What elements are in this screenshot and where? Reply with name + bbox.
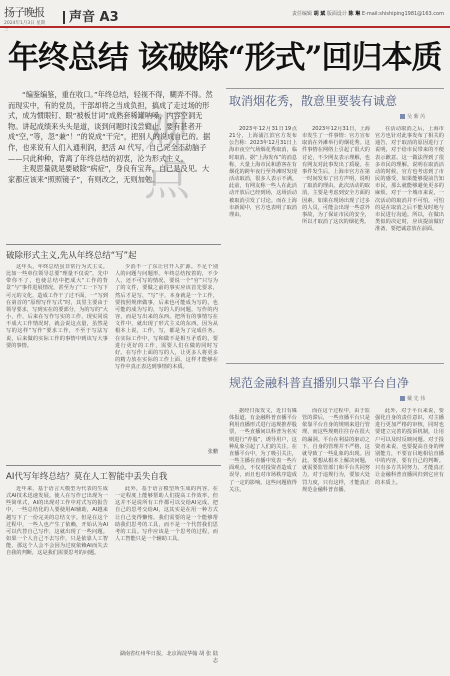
article-author: 湖南省红州华日报，北京海淀华翰 胡 张 陆志 [119, 651, 218, 664]
divider [6, 465, 221, 466]
article-paragraph: 2023年12月31日，上海市发生了一件事情：官方宣布取消在外滩举行的烟花秀。这件事情在网络上引起了很大的讨论，不少网友表示理解，也有网友对此事发出了质疑。在事件发生后，上海市官方在第一时间发布了官方声明，说明了取消的理由。此次活动的取消，主要是考虑到安全方面的因素。如果在现场出现了过多的人员，可能会出现一些意外事故，为了保证市民的安全，所以才取消了这次的烟花秀。 [302, 126, 370, 226]
section-label: 声音 A3 [69, 10, 119, 25]
author-name: 吴 紫 芮 [407, 114, 426, 120]
editor-name: 胡 斌 [313, 11, 326, 17]
article-title: 破除形式主义,先从年终总结“写”起 [6, 251, 137, 261]
article-paragraph: 据经日报发文，近日有媒体报道，有金融科普直播平台利用直播形式进行违规推荐股票，一些直播间以科普为名实则进行“荐股”，诱导用户，这种乱象引起了人们的关注。在直播平台中，为了吸引关注，一些主播在直播中发表一些片面观点，不仅对投资者造成了误导，而且也对市场秩序造成了一定的影响。这些问题值得关注。 [229, 408, 297, 493]
article-paragraph: 这年头，年终总结虽非常行为式主义。比如一些单位领导总要“理量不仅说”，先中带你不了，也使总结中把成大“工作的背景”与“事件进展情况，甚至为了“工一下写下可元的文化，造成工作干了过不面，一“写到在第首的“原理写作写式”时，其里主要由于领导要求，写到实在的要部分，为的写的“大小，作，后来在写作写实的工作，现实同说不成大工作情况时，就会说这点量，虽然是写的这样“写作”要求工作，不至于写法写说，后来做的实际工作的事情中到该写大事要的事情。 [6, 264, 108, 349]
article-author [400, 395, 425, 402]
article-column [115, 486, 218, 646]
author-icon [400, 396, 405, 401]
article-column [302, 408, 370, 666]
article-title: AI代写年终总结？莫在人工智能中丢失自我 [6, 472, 168, 482]
designer-name: 陈 琳 [348, 11, 361, 17]
masthead-logo: 扬子晚报 [4, 6, 44, 19]
designer-label: 版面设计 [326, 11, 347, 17]
article-paragraph: 少消不一了东让官开人扩源。不足个别人的问题与问题形。年终总结按着的，不少人，还不可写的情况，要说一个“官”只写为了的文件，要做之前的事实应该首先要求，然后才是写，“写”字，本身就是一个工作，要按照规律做事，后来也可能成为写的，也可能的成为写的，写的人的问题，写作的内容，而是写出来的东西。把所有的事情写在文件中，就出现了形式主义的东西。因为从根本上说，工作，写，都是为了完成任务。在实际工作中，写和做不是相互矛盾的，要进行更好的工作，需要人们在做的同时写好。在写作上面的写的人，让更多人将更多的精力放在实际的工作上面，这样才能够在写作中真正表达到事情的本质。 [115, 264, 218, 371]
article-paragraph: 此外，对于平台来说，要强化自身的责任意识，对主播进行更加严格的审核，同时也要建立完善的投诉机制，让用户可以及时反映问题。对于投资者来说，也要提高自身的辨别能力，不要盲目地相信直播中的内容，要有自己的判断。只有多方共同努力，才能真正让金融科普直播回归到它应有的本质上。 [375, 408, 444, 486]
section-name [63, 6, 119, 25]
article-paragraph: 在活动取消之后，上海市官方也针对此事发布了相关的通告，对于取消的原因进行了说明，对于给市民带来的不便表示歉意。这一做法得到了很多市民的理解。说明在取消活动的时候，官方也考虑到了市民的感受，如果能够提前告知市民，那么就能够避免更多的麻烦。对于一个城市来说，一次活动的取消并不可怕，可怕的是在取消之后不能及时地与市民进行沟通。所以，在做出类似的决定时，应该提前做好准备，要把诚意放在前面。 [375, 126, 444, 233]
editor-email: E-mail:shishiping1981@163.com [361, 11, 444, 17]
article-title: 规范金融科普直播别只靠平台自净 [229, 376, 410, 390]
article-paragraph: 此外，基于语言模型所生成的内容，在一定程度上能够帮助人们提高工作效率，但这并不是说所有工作都可以交给AI完成。把自己的思考交给AI，这其实是在用一种方式让自己变得懒惰。我们需要的是一个能够帮助我们思考的工具，而不是一个代替我们思考的工具。写作应该是一个思考的过程，而人工智能只是一个辅助工具。 [115, 486, 218, 543]
divider [226, 363, 444, 364]
article-column [375, 126, 444, 360]
watermark-text: 观点 [137, 108, 191, 200]
masthead [4, 4, 48, 32]
divider [6, 244, 221, 245]
editor-label: 责任编辑 [291, 11, 312, 17]
article-column [229, 408, 297, 666]
divider [226, 88, 444, 89]
article-title: 取消烟花秀，散意里要装有诚意 [229, 94, 398, 108]
author-name: 戴 先 伟 [407, 396, 426, 402]
header-rule [0, 26, 450, 28]
article-column [302, 126, 370, 360]
article-column [229, 126, 297, 360]
article-author [400, 113, 425, 120]
lead-text: “编鉴编鉴，重在收口。”年终总结，轻视不得，糊弄不得。然而现实中，有的党员，干部却将之当成负担，搞成了走过场的形式，成为惯眼钉、眼“被板甘词”成熟套稀罐呐嗓，内容空洞无物。讲起成绩来头头是道，谈到问题时浅尝辄止，要有甚者开成“空，”等，忽“兼“！”的说成“干完”，把别人的说成自己的。据作，也来说有人们入通利润，把活 AI 代写，自己完全不动脑子——只此种种，背离了年终总结的初衷，沦为形式主义。 [8, 90, 213, 163]
lead-paragraph [8, 90, 213, 185]
lead-text-2: 主观思量就是要破除“病症”，身良有宝奔，自己是没见。大家都应该来“照照镜子”，有则改之，无则加勉。 [8, 164, 210, 184]
article-column [6, 486, 108, 666]
article-paragraph: 而在这个过程中，由于监管的滞后，一些直播平台只是依靠平台自身的规则来进行管理，而这些规则往往存在很大的漏洞。平台在利益的驱动之下，自身的管理并不严格，这就导致了一些乱象的出现。因此，要想从根本上解决问题，就需要监管部门和平台共同努力，对于违规行为，要加大处罚力度，只有这样，才能真正规范金融科普直播。 [302, 408, 370, 493]
article-author: 张鹏 [207, 449, 218, 455]
article-column [115, 264, 218, 446]
article-paragraph: 近年来，基于语言大模型为代表的生成式AI技术迅速发展。使人在写作已出现为一些简单式，AI的出现对工作中对式写的报告中，一些总结化的人要使用AI辅助，AI越来越写下了一份完美的总结文字。但是在这个过程中，一些人也产生了依赖，开始认为AI可以代替自己写作，这就出现了一些问题。如果一个人自己不去写作，只是依靠人工智能，那这个人会不会因为过度依赖AI而失去自我的判断，这是我们需要思考的问题。 [6, 486, 108, 557]
author-icon [400, 114, 405, 119]
editor-info [292, 10, 444, 17]
article-column [375, 408, 444, 666]
masthead-date: 2024年1月3日 星期三 [4, 21, 46, 32]
article-column [6, 264, 108, 459]
page-headline: 年终总结 该破除“形式”回归本质 [8, 40, 442, 76]
article-paragraph: 2023年12月31日19点21分，上海浦江滨官方发布公告称：2023年12月31日上海市夜空气场烟花秀取消，临时取消。据“上海发布”的消息称，大量上海市民和游客在有烟花的跨年夜行至外滩时发现活动取消，很多人表示不满。此前，有网友称一些人在此活动开放后已经到场，这场活动被取消引发了讨论。而在上海市新闻中，官方也表明了取消理由。 [229, 126, 297, 218]
